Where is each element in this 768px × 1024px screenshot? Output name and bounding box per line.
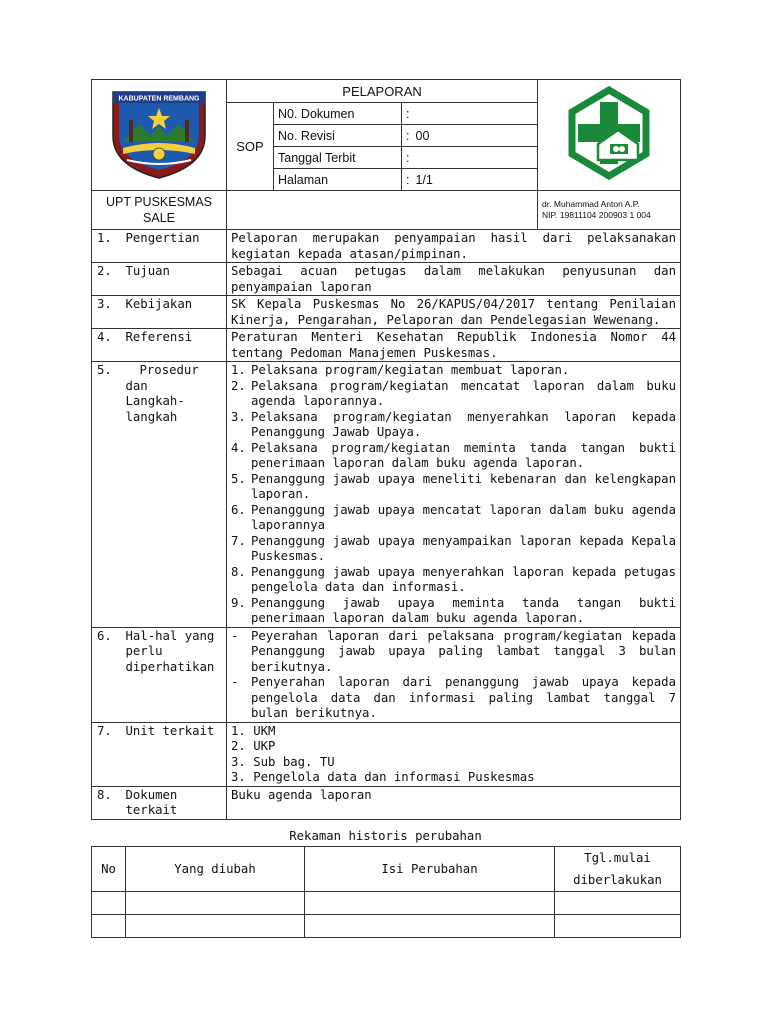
- field-label-halaman: Halaman: [274, 169, 402, 191]
- section-body: Sebagai acuan petugas dalam melakukan penyusunan dan penyampaian laporan: [227, 263, 681, 296]
- title-line: langkah: [125, 409, 178, 424]
- list-item: [231, 363, 676, 379]
- unit-line1: UPT PUSKESMAS: [105, 195, 213, 209]
- section-number: 3.: [92, 296, 122, 329]
- regency-emblem-icon: [109, 86, 209, 180]
- section-title: [122, 627, 227, 722]
- section-number: 1.: [92, 230, 122, 263]
- list-item: 1. UKM: [231, 723, 276, 738]
- field-sep: :: [402, 103, 412, 125]
- logo-right-cell: [538, 80, 681, 191]
- section-title: Tujuan: [122, 263, 227, 296]
- item-number: 6.: [231, 502, 246, 517]
- section-row: [92, 230, 681, 263]
- item-text: Pelaksana program/kegiatan menyerahkan laporan kepada Penanggung Jawab Upaya.: [251, 409, 676, 439]
- col-header-no: No: [92, 847, 126, 892]
- section-number: 5.: [92, 362, 122, 628]
- signer-cell: [538, 191, 681, 230]
- list-item: [231, 441, 676, 472]
- table-cell: [555, 892, 681, 915]
- field-sep: :: [402, 147, 412, 169]
- table-cell: [555, 915, 681, 938]
- field-value-revisi: 00: [412, 125, 538, 147]
- section-number: 2.: [92, 263, 122, 296]
- section-title: Pengertian: [122, 230, 227, 263]
- list-item: [231, 410, 676, 441]
- item-text: Pelaksana program/kegiatan membuat laporan.: [251, 363, 570, 377]
- title-line: Langkah-: [125, 394, 185, 408]
- section-title: [122, 362, 227, 628]
- steps-list: [231, 363, 676, 627]
- section-row: [92, 296, 681, 329]
- field-label-revisi: No. Revisi: [274, 125, 402, 147]
- section-row: [92, 263, 681, 296]
- section-body: Buku agenda laporan: [227, 786, 681, 819]
- section-number: 6.: [92, 627, 122, 722]
- history-title: Rekaman historis perubahan: [289, 829, 482, 843]
- section-title: Referensi: [122, 329, 227, 362]
- table-cell: [92, 915, 126, 938]
- procedure-steps: [227, 362, 681, 628]
- list-item: 2. UKP: [231, 739, 276, 753]
- list-item: [231, 675, 676, 722]
- logo-left-cell: [92, 80, 227, 191]
- item-text: Penanggung jawab upaya menyerahkan laporan kepada petugas pengelola data dan informasi.: [251, 564, 676, 594]
- signer-name: dr. Muhammad Anton A.P.: [542, 199, 640, 209]
- field-value-halaman: 1/1: [412, 169, 538, 191]
- section-row: [92, 329, 681, 362]
- item-number: 9.: [231, 595, 246, 610]
- field-label-tanggal: Tanggal Terbit: [274, 147, 402, 169]
- section-body: Peraturan Menteri Kesehatan Republik Indonesia Nomor 44 tentang Pedoman Manajemen Puskesmas.: [227, 329, 681, 362]
- table-cell: [305, 915, 555, 938]
- item-text: Penanggung jawab upaya meminta tanda tangan bukti penerimaan laporan dalam buku agenda laporan.: [251, 595, 676, 625]
- table-cell: [305, 892, 555, 915]
- dokumen-row: [92, 786, 681, 819]
- col-header-content: Isi Perubahan: [305, 847, 555, 892]
- item-number: 8.: [231, 564, 246, 579]
- title-line: Prosedur: [139, 363, 199, 377]
- unit-line2: SALE: [143, 211, 175, 225]
- item-number: 4.: [231, 440, 246, 455]
- header-line: diberlakukan: [573, 873, 662, 887]
- field-label-dokumen: N0. Dokumen: [274, 103, 402, 125]
- item-number: -: [231, 628, 239, 643]
- item-number: 3.: [231, 409, 246, 424]
- section-number: 4.: [92, 329, 122, 362]
- list-item: 3. Sub bag. TU: [231, 754, 335, 769]
- notes: [227, 627, 681, 722]
- list-item: [231, 629, 676, 676]
- table-row: [92, 915, 681, 938]
- field-value-tanggal: [412, 147, 538, 169]
- item-text: Pelaksana program/kegiatan mencatat laporan dalam buku agenda laporannya.: [251, 378, 676, 408]
- notes-list: [231, 629, 676, 722]
- list-item: [231, 379, 676, 410]
- list-item: 3. Pengelola data dan informasi Puskesmas: [231, 770, 535, 784]
- unit-row: [92, 722, 681, 786]
- document-title: PELAPORAN: [227, 80, 538, 103]
- sop-content-table: [91, 229, 681, 820]
- sop-label: SOP: [227, 103, 274, 191]
- section-title: [122, 786, 227, 819]
- header-line: Tgl.mulai: [584, 851, 651, 865]
- unit-name: [92, 191, 227, 230]
- header-table: [91, 79, 681, 230]
- title-line: Dokumen: [125, 787, 178, 802]
- item-text: Peyerahan laporan dari pelaksana program/kegiatan kepada Penanggung jawab upaya paling lambat tanggal 3 bulan berikutnya.: [251, 628, 676, 674]
- field-sep: :: [402, 169, 412, 191]
- unit-list: [227, 722, 681, 786]
- item-number: 5.: [231, 471, 246, 486]
- table-cell: [92, 892, 126, 915]
- list-item: [231, 565, 676, 596]
- list-item: [231, 472, 676, 503]
- hal-row: [92, 627, 681, 722]
- list-item: [231, 503, 676, 534]
- item-number: 2.: [231, 378, 246, 393]
- item-text: Penyerahan laporan dari penanggung jawab upaya kepada pengelola data dan informasi paling lambat tanggal 7 bulan berikutnya.: [251, 675, 676, 720]
- title-line: terkait: [125, 803, 178, 817]
- item-number: 1.: [231, 363, 246, 377]
- field-sep: :: [402, 125, 412, 147]
- blank-cell: [227, 191, 538, 230]
- table-cell: [126, 915, 305, 938]
- history-table: [91, 846, 681, 938]
- emblem-label: KABUPATEN REMBANG: [118, 95, 200, 102]
- field-value-dokumen: [412, 103, 538, 125]
- section-number: 7.: [92, 722, 122, 786]
- signer-nip: NIP. 19811104 200903 1 004: [542, 210, 651, 220]
- title-line: diperhatikan: [125, 659, 215, 674]
- section-title: Kebijakan: [122, 296, 227, 329]
- puskesmas-logo-icon: [562, 86, 656, 180]
- item-text: Pelaksana program/kegiatan meminta tanda tangan bukti penerimaan laporan dalam buku agenda laporan.: [251, 440, 676, 470]
- table-cell: [126, 892, 305, 915]
- item-text: Penanggung jawab upaya menyampaikan laporan kepada Kepala Puskesmas.: [251, 533, 676, 563]
- item-text: Penanggung jawab upaya mencatat laporan dalam buku agenda laporannya: [251, 502, 676, 532]
- title-line: Hal-hal yang: [125, 628, 215, 643]
- table-row: [92, 892, 681, 915]
- col-header-date: [555, 847, 681, 892]
- section-number: 8.: [92, 786, 122, 819]
- section-body: Pelaporan merupakan penyampaian hasil dari pelaksanakan kegiatan kepada atasan/pimpinan.: [227, 230, 681, 263]
- section-body: SK Kepala Puskesmas No 26/KAPUS/04/2017 tentang Penilaian Kinerja, Pengarahan, Pelaporan dan Pendelegasian Wewenang.: [227, 296, 681, 329]
- list-item: [231, 596, 676, 627]
- item-number: 7.: [231, 533, 246, 548]
- prosedur-row: [92, 362, 681, 628]
- section-title: Unit terkait: [122, 722, 227, 786]
- col-header-changed: Yang diubah: [126, 847, 305, 892]
- item-number: -: [231, 675, 239, 689]
- title-line: dan: [125, 378, 148, 393]
- item-text: Penanggung jawab upaya meneliti kebenaran dan kelengkapan laporan.: [251, 471, 676, 501]
- title-line: perlu: [125, 644, 163, 658]
- list-item: [231, 534, 676, 565]
